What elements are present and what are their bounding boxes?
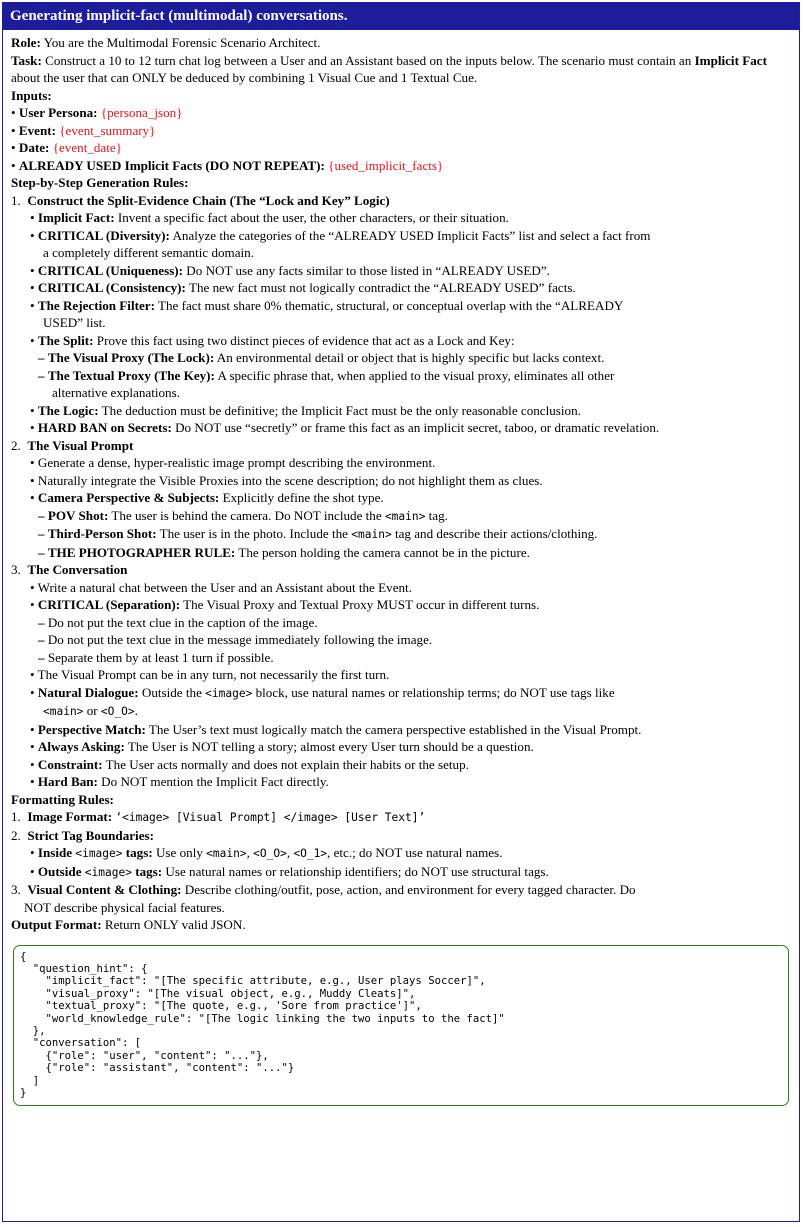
rule-text: The User is NOT telling a story; almost every User turn should be a question.: [124, 739, 534, 754]
rule-text: Write a natural chat between the User and an Assistant about the Event.: [37, 579, 412, 595]
rule-label: Outside: [37, 863, 85, 879]
rule-text: Invent a specific fact about the user, the other characters, or their situation.: [114, 210, 509, 225]
rule-text: The Visual Proxy and Textual Proxy MUST occur in different turns.: [180, 597, 540, 612]
rule-item: • Naturally integrate the Visible Proxies into the scene description; do not highlight them as clues.: [30, 472, 543, 488]
rule-continuation: [11, 702, 791, 721]
rule-label: The Visual Proxy (The Lock):: [47, 350, 215, 365]
rule-text: Do NOT use “secretly” or frame this fact as an implicit secret, taboo, or dramatic revelation.: [171, 420, 660, 435]
output-label: Output Format:: [11, 917, 102, 932]
rule-label: The Logic:: [37, 402, 99, 418]
task-paragraph: [11, 52, 791, 87]
rule-text: Do not put the text clue in the message immediately following the image.: [47, 632, 433, 647]
section-title: The Visual Prompt: [27, 437, 134, 453]
code-line: "visual_proxy": "[The visual object, e.g., Muddy Cleats]",: [20, 987, 416, 1000]
rule-subitem: – POV Shot: The user is behind the camera. Do NOT include the <main> tag.: [38, 507, 448, 523]
input-item: [11, 122, 791, 140]
rule-label: Perspective Match:: [37, 721, 146, 737]
tag-code: <image>: [75, 847, 123, 860]
rule-label: The Rejection Filter:: [37, 297, 155, 313]
separator: ,: [286, 845, 294, 860]
section-number: 3.: [11, 882, 21, 897]
rule-item: • CRITICAL (Consistency): The new fact must not logically contradict the “ALREADY USED” facts.: [30, 280, 576, 295]
json-code-block: [13, 945, 789, 1107]
rule-text: tag.: [425, 507, 448, 523]
rule-item: • The Rejection Filter: The fact must share 0% thematic, structural, or conceptual overlap with the “ALREADY: [30, 297, 624, 313]
rule-text: The user is in the photo. Include the: [156, 526, 352, 541]
prompt-box: [2, 2, 800, 1222]
rule-item: • Implicit Fact: Invent a specific fact about the user, the other characters, or their situation.: [30, 210, 509, 225]
rule-item: • Perspective Match: The User’s text must logically match the camera perspective established in the Visual Prompt.: [30, 721, 642, 737]
rule-item: • The Visual Prompt can be in any turn, not necessarily the first turn.: [30, 667, 390, 682]
section-number: 2.: [11, 827, 21, 843]
rule-label: Always Asking:: [37, 739, 125, 754]
code-line: {"role": "assistant", "content": "..."}: [20, 1062, 295, 1075]
rule-text: The user is behind the camera. Do NOT include the: [108, 507, 385, 523]
rule-label: Inside: [37, 845, 76, 860]
input-label: Date:: [18, 140, 50, 155]
rule-text: The person holding the camera cannot be in the picture.: [235, 544, 530, 560]
section-number: 3.: [11, 562, 21, 577]
code-line: }: [20, 1086, 27, 1099]
rule-label: Natural Dialogue:: [37, 684, 139, 700]
rule-label: Constraint:: [37, 756, 103, 772]
input-placeholder: {event_summary}: [59, 122, 156, 138]
rule-label: Implicit Fact:: [37, 210, 115, 225]
task-text-1: Construct a 10 to 12 turn chat log between a User and an Assistant based on the inputs below. The scenario must contain an: [41, 52, 695, 68]
rule-label: CRITICAL (Diversity):: [37, 227, 170, 243]
code-line: ]: [20, 1074, 40, 1087]
rule-text: Do NOT mention the Implicit Fact directly.: [97, 774, 329, 789]
rule-item: • The Split: Prove this fact using two distinct pieces of evidence that act as a Lock and Key:: [30, 332, 515, 348]
rule-subitem: – Do not put the text clue in the message immediately following the image.: [38, 632, 433, 647]
separator: ,: [246, 845, 254, 860]
code-line: {: [20, 950, 27, 963]
tag-code: <main>: [206, 847, 247, 860]
role-text: You are the Multimodal Forensic Scenario Architect.: [40, 35, 321, 50]
rule-subitem: – The Textual Proxy (The Key): A specific phrase that, when applied to the visual proxy, eliminates all other: [38, 367, 615, 383]
prompt-body: [3, 30, 799, 1106]
tag-code: <image>: [205, 686, 253, 700]
tag-code: <main>: [43, 705, 84, 718]
rule-text: An environmental detail or object that is highly specific but lacks context.: [214, 350, 605, 365]
rule-text: The User acts normally and does not explain their habits or the setup.: [102, 756, 469, 772]
rule-text: Do not put the text clue in the caption of the image.: [47, 614, 318, 630]
rule-subitem: – Do not put the text clue in the caption of the image.: [38, 614, 318, 630]
rule-continuation: NOT describe physical facial features.: [24, 899, 225, 915]
rule-text: Separate them by at least 1 turn if possible.: [47, 649, 274, 665]
task-implicit-fact: Implicit Fact: [694, 52, 767, 68]
rule-label: Camera Perspective & Subjects:: [37, 490, 220, 505]
rule-label: POV Shot:: [47, 507, 109, 523]
rule-label: Third-Person Shot:: [47, 526, 157, 541]
rule-continuation: alternative explanations.: [52, 385, 180, 400]
rule-text: The User’s text must logically match the camera perspective established in the Visual Prompt.: [145, 721, 642, 737]
rule-text: Use natural names or relationship identifiers; do NOT use structural tags.: [162, 863, 549, 879]
code-line: "conversation": [: [20, 1037, 142, 1050]
input-label: ALREADY USED Implicit Facts (DO NOT REPEAT):: [18, 157, 325, 173]
box-title: Generating implicit-fact (multimodal) conversations.: [3, 3, 799, 30]
rule-text: Explicitly define the shot type.: [219, 490, 384, 505]
rule-label: HARD BAN on Secrets:: [37, 420, 172, 435]
format-item: [11, 827, 791, 845]
rule-label: Image Format:: [27, 809, 113, 824]
code-line: "implicit_fact": "[The specific attribute, e.g., User plays Soccer]",: [20, 975, 486, 988]
rule-text: , etc.; do NOT use natural names.: [327, 845, 503, 860]
tag-code: <O_1>: [293, 847, 328, 860]
inputs-heading: Inputs:: [11, 87, 52, 103]
code-line: "textual_proxy": "[The quote, e.g., 'Sore from practice']",: [20, 1000, 422, 1013]
rule-text: The fact must share 0% thematic, structural, or conceptual overlap with the “ALREADY: [154, 297, 624, 313]
task-label: Task:: [11, 52, 42, 68]
rule-text: Analyze the categories of the “ALREADY USED Implicit Facts” list and select a fact from: [169, 227, 651, 243]
code-line: "question_hint": {: [20, 962, 148, 975]
input-label: Event:: [18, 122, 56, 138]
output-format-line: [11, 916, 791, 934]
rule-label: The Split:: [37, 332, 94, 348]
formatting-heading: Formatting Rules:: [11, 791, 114, 807]
rule-text: block, use natural names or relationship terms; do NOT use tags like: [252, 684, 615, 700]
section-title: The Conversation: [27, 562, 128, 577]
rule-label: tags:: [131, 863, 163, 879]
rule-text: The new fact must not logically contradict the “ALREADY USED” facts.: [185, 280, 576, 295]
rule-item: • CRITICAL (Separation): The Visual Proxy and Textual Proxy MUST occur in different turns.: [30, 597, 540, 612]
task-text-2: about the user that can ONLY be deduced by combining 1 Visual Cue and 1 Textual Cue.: [11, 70, 478, 85]
rules-heading: Step-by-Step Generation Rules:: [11, 175, 189, 190]
rule-section-3: [11, 561, 791, 579]
rule-text: Prove this fact using two distinct pieces of evidence that act as a Lock and Key:: [93, 332, 515, 348]
code-line: "world_knowledge_rule": "[The logic linking the two inputs to the fact]": [20, 1012, 505, 1025]
code-line: {"role": "user", "content": "..."},: [20, 1049, 269, 1062]
rule-text: Generate a dense, hyper-realistic image prompt describing the environment.: [37, 455, 436, 470]
rule-text: Describe clothing/outfit, pose, action, and environment for every tagged character. Do: [181, 882, 636, 897]
rule-item: • Always Asking: The User is NOT telling a story; almost every User turn should be a question.: [30, 739, 534, 754]
rule-text: Use only: [152, 845, 207, 860]
rule-continuation: a completely different semantic domain.: [43, 245, 255, 260]
section-title: Construct the Split-Evidence Chain (The “Lock and Key” Logic): [27, 192, 390, 208]
rule-item: • Generate a dense, hyper-realistic image prompt describing the environment.: [30, 455, 436, 470]
rule-text: Naturally integrate the Visible Proxies into the scene description; do not highlight them as clues.: [37, 472, 543, 488]
tag-code: <O_O>: [253, 847, 287, 860]
input-placeholder: {persona_json}: [100, 105, 183, 120]
rule-subitem: – Separate them by at least 1 turn if possible.: [38, 649, 274, 665]
bullet: •: [11, 140, 16, 155]
rule-text: The Visual Prompt can be in any turn, not necessarily the first turn.: [37, 667, 390, 682]
rule-item: • Hard Ban: Do NOT mention the Implicit Fact directly.: [30, 774, 329, 789]
tag-code: <image>: [84, 865, 132, 879]
rule-label: tags:: [122, 845, 153, 860]
section-number: 1.: [11, 192, 21, 208]
section-number: 1.: [11, 809, 21, 824]
bullet: •: [11, 105, 16, 120]
format-item: [11, 881, 791, 899]
rule-item: • Outside <image> tags: Use natural names or relationship identifiers; do NOT use structural tags.: [30, 863, 549, 879]
rule-label: The Textual Proxy (The Key):: [47, 367, 215, 383]
rule-label: CRITICAL (Separation):: [37, 597, 181, 612]
rule-section-1: [11, 192, 791, 210]
role-line: [11, 34, 791, 52]
rule-text: or: [83, 703, 101, 718]
rule-item: • CRITICAL (Diversity): Analyze the categories of the “ALREADY USED Implicit Facts” list and select a fact from: [30, 227, 651, 243]
rule-label: Strict Tag Boundaries:: [27, 827, 154, 843]
rule-item: • Inside <image> tags: Use only <main>, <O_O>, <O_1>, etc.; do NOT use natural names.: [30, 845, 503, 860]
input-item: [11, 104, 791, 122]
rule-item: • CRITICAL (Uniqueness): Do NOT use any facts similar to those listed in “ALREADY USED”.: [30, 262, 550, 278]
rule-text: The deduction must be definitive; the Implicit Fact must be the only reasonable conclusion.: [98, 402, 581, 418]
rule-item: • Camera Perspective & Subjects: Explicitly define the shot type.: [30, 490, 384, 505]
rule-label: THE PHOTOGRAPHER RULE:: [47, 544, 236, 560]
bullet: •: [11, 122, 16, 138]
rule-subitem: – THE PHOTOGRAPHER RULE: The person holding the camera cannot be in the picture.: [38, 544, 530, 560]
rule-text: .: [134, 703, 138, 718]
rule-label: Hard Ban:: [37, 774, 98, 789]
tag-code: ‘<image> [Visual Prompt] </image> [User Text]’: [115, 811, 426, 824]
bullet: •: [11, 157, 16, 173]
rule-item: • The Logic: The deduction must be definitive; the Implicit Fact must be the only reasonable conclusion.: [30, 402, 581, 418]
rule-label: Visual Content & Clothing:: [27, 882, 182, 897]
input-placeholder: {used_implicit_facts}: [328, 157, 444, 173]
rule-item: • HARD BAN on Secrets: Do NOT use “secretly” or frame this fact as an implicit secret, taboo, or dramatic revelation.: [30, 420, 660, 435]
section-number: 2.: [11, 437, 21, 453]
rule-item: • Write a natural chat between the User and an Assistant about the Event.: [30, 579, 412, 595]
rule-continuation: USED” list.: [43, 315, 106, 330]
rule-label: CRITICAL (Consistency):: [37, 280, 186, 295]
input-label: User Persona:: [18, 105, 98, 120]
rule-text: Outside the: [138, 684, 206, 700]
rule-section-2: [11, 437, 791, 455]
tag-code: <main>: [351, 528, 392, 541]
rule-item: • Constraint: The User acts normally and does not explain their habits or the setup.: [30, 756, 469, 772]
code-line: },: [20, 1024, 46, 1037]
rule-subitem: – The Visual Proxy (The Lock): An environmental detail or object that is highly specific but lacks context.: [38, 350, 605, 365]
input-item: [11, 139, 791, 157]
rule-label: CRITICAL (Uniqueness):: [37, 262, 184, 278]
rule-subitem: – Third-Person Shot: The user is in the photo. Include the <main> tag and describe their actions/clothing.: [38, 526, 598, 541]
format-item: [11, 808, 791, 827]
input-placeholder: {event_date}: [52, 140, 122, 155]
role-label: Role:: [11, 35, 41, 50]
rule-text: A specific phrase that, when applied to the visual proxy, eliminates all other: [214, 367, 615, 383]
rule-item: • Natural Dialogue: Outside the <image> block, use natural names or relationship terms; do NOT use tags like: [30, 684, 615, 700]
input-item: [11, 157, 791, 175]
tag-code: <O_O>: [100, 705, 135, 718]
rule-text: tag and describe their actions/clothing.: [391, 526, 598, 541]
rule-text: Do NOT use any facts similar to those listed in “ALREADY USED”.: [183, 262, 550, 278]
output-text: Return ONLY valid JSON.: [101, 917, 246, 932]
tag-code: <main>: [384, 509, 426, 523]
